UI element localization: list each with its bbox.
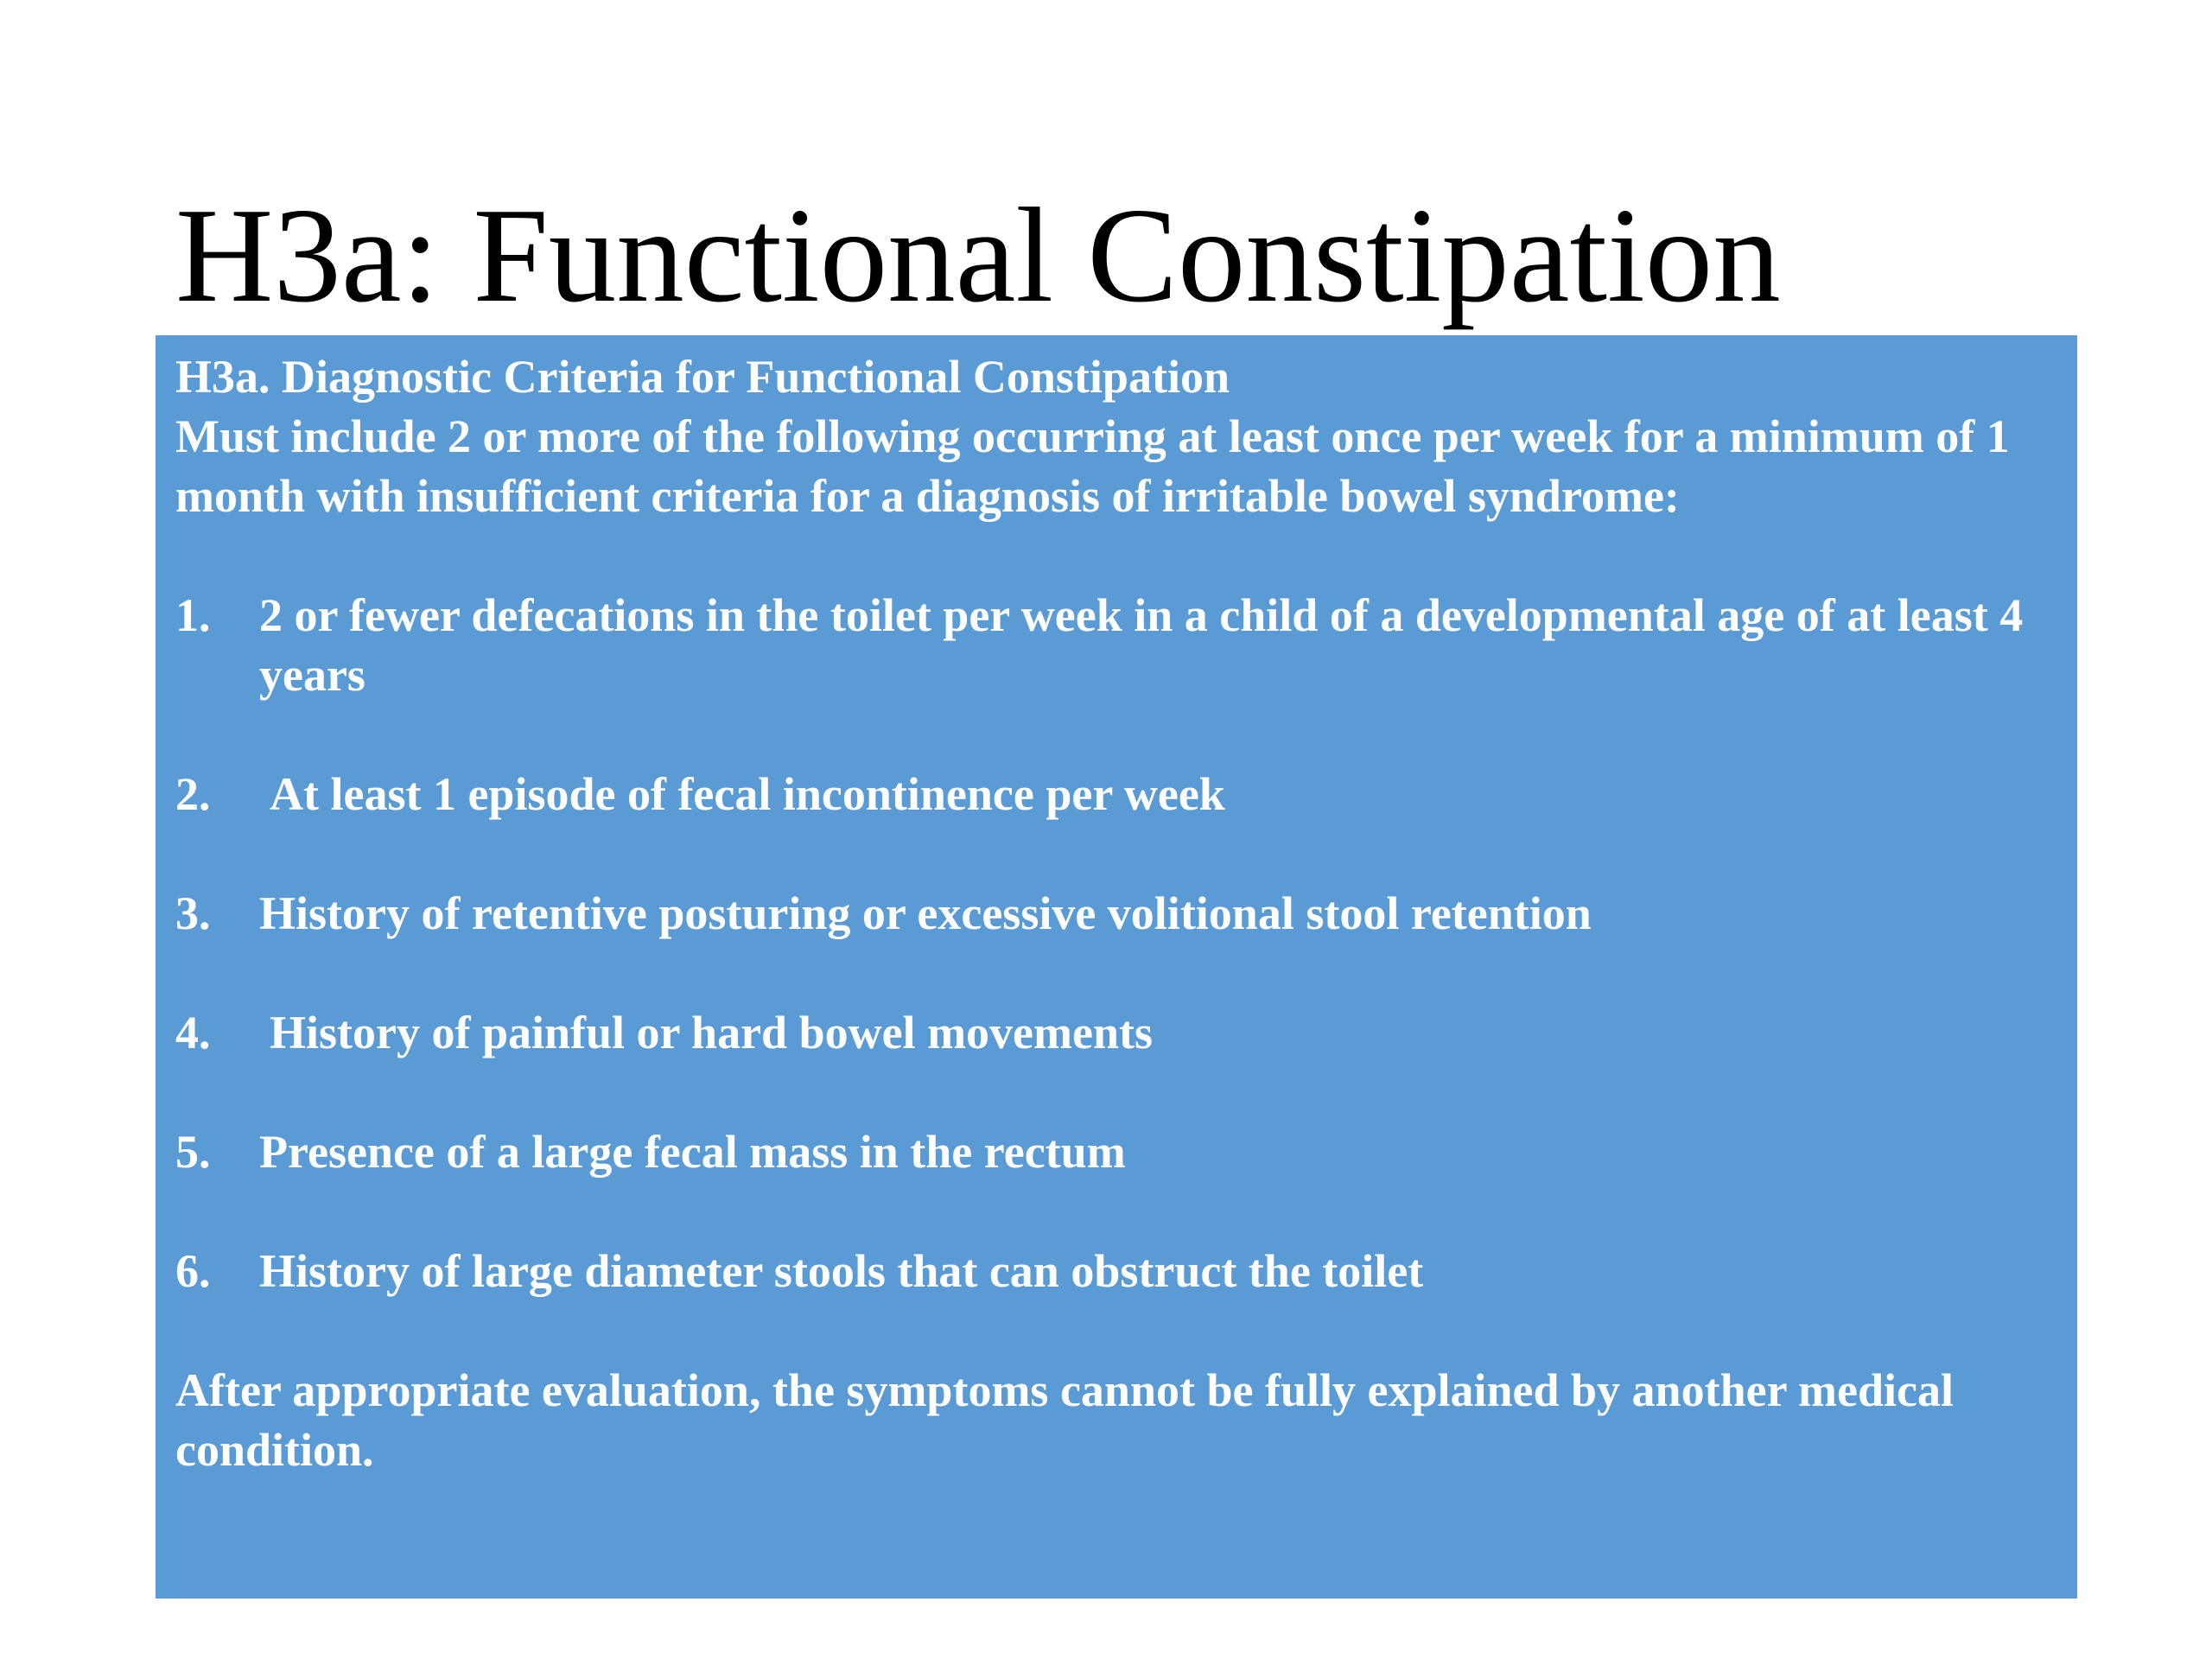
criterion-item (175, 586, 2043, 705)
criterion-text: History of painful or hard bowel movements (270, 1007, 1153, 1058)
criterion-number: 4. (175, 1007, 211, 1058)
criteria-box (156, 335, 2077, 1599)
criteria-heading: H3a. Diagnostic Criteria for Functional Constipation (175, 351, 1230, 403)
criterion-item (175, 884, 2043, 944)
slide-title: H3a: Functional Constipation (175, 180, 1781, 330)
criterion-item (175, 1122, 2043, 1182)
criterion-number: 3. (175, 887, 211, 939)
criterion-text: Presence of a large fecal mass in the rectum (259, 1126, 1126, 1178)
criterion-number: 6. (175, 1245, 211, 1297)
criterion-text: 2 or fewer defecations in the toilet per week in a child of a developmental age of at least 4 years (259, 589, 2024, 701)
criterion-text: At least 1 episode of fecal incontinence per week (270, 768, 1225, 820)
criteria-closing: After appropriate evaluation, the symptoms cannot be fully explained by another medical condition. (175, 1364, 1955, 1476)
criterion-item (175, 1003, 2043, 1063)
criterion-number: 5. (175, 1126, 211, 1178)
criteria-intro: Must include 2 or more of the following occurring at least once per week for a minimum of 1 month with insufficient criteria for a diagnosis of irritable bowel syndrome: (175, 410, 2010, 522)
criteria-list (175, 586, 2043, 1301)
criterion-item (175, 1242, 2043, 1301)
criterion-item (175, 765, 2043, 824)
criterion-number: 2. (175, 768, 211, 820)
criterion-number: 1. (175, 589, 211, 641)
criterion-text: History of large diameter stools that can obstruct the toilet (259, 1245, 1424, 1297)
criterion-text: History of retentive posturing or excessive volitional stool retention (259, 887, 1592, 939)
